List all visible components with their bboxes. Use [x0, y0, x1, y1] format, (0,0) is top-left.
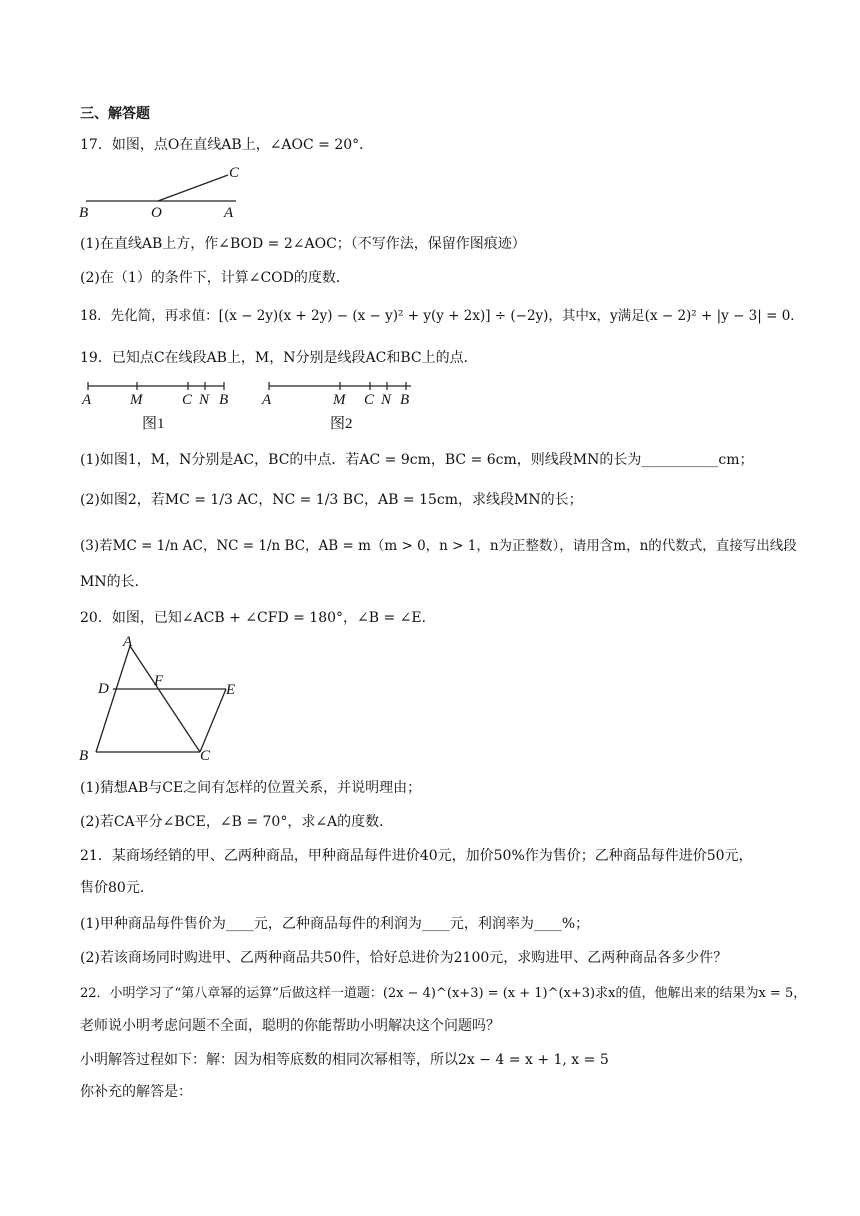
- question-22: 22．小明学习了“第八章幂的运算”后做这样一道题：(2x − 4)^(x+3) = (x + 1)^(x+3)求x的值，他解出来的结果为x = 5，: [80, 986, 807, 1001]
- segment-ab: [96, 646, 130, 752]
- fig19-1-label-c: C: [182, 392, 193, 408]
- fig17-label-o: O: [151, 205, 162, 221]
- question-19-part-3-cont: MN的长．: [80, 574, 149, 590]
- fig17-label-b: B: [79, 205, 89, 221]
- question-17-part-2: (2)在（1）的条件下，计算∠COD的度数．: [80, 270, 350, 286]
- figure-17: [76, 163, 256, 221]
- question-20: 20．如图，已知∠ACB + ∠CFD = 180°，∠B = ∠E．: [80, 610, 436, 626]
- question-18: 18．先化简，再求值：[(x − 2y)(x + 2y) − (x − y)² + y(y + 2x)] ÷ (−2y)，其中x，y满足(x − 2)² + |y − 3| = 0．: [80, 308, 804, 324]
- fig19-2-label-n: N: [381, 392, 392, 408]
- question-20-part-1: (1)猜想AB与CE之间有怎样的位置关系，并说明理由；: [80, 780, 422, 796]
- segment-ac: [130, 646, 200, 752]
- question-21-cont: 售价80元．: [80, 880, 154, 896]
- fig19-2-label-m: M: [333, 392, 346, 408]
- fig19-2-label-c: C: [364, 392, 375, 408]
- question-22-xiaoming-solution: 小明解答过程如下：解：因为相等底数的相同次幂相等，所以2x − 4 = x + 1, x = 5: [80, 1052, 609, 1068]
- section-title: 三、解答题: [80, 106, 150, 122]
- fig19-caption-2: 图2: [330, 416, 353, 432]
- fig19-1-label-m: M: [130, 392, 143, 408]
- question-19-part-2: (2)如图2，若MC = 1/3 AC，NC = 1/3 BC，AB = 15cm，求线段MN的长；: [80, 492, 583, 508]
- fig20-label-b: B: [79, 748, 89, 764]
- question-21-part-1: (1)甲种商品每件售价为____元，乙种商品每件的利润为____元，利润率为____%；: [80, 916, 590, 932]
- fig17-label-c: C: [229, 165, 240, 181]
- figure-19: [76, 372, 410, 434]
- question-20-part-2: (2)若CA平分∠BCE，∠B = 70°，求∠A的度数．: [80, 814, 394, 830]
- figure-20: [76, 634, 256, 766]
- question-21-part-2: (2)若该商场同时购进甲、乙两种商品共50件，恰好总进价为2100元，求购进甲、乙两种商品各多少件？: [80, 950, 728, 966]
- fig20-label-f: F: [154, 673, 164, 689]
- fig20-label-e: E: [226, 682, 236, 698]
- fig19-2-label-a: A: [262, 392, 272, 408]
- fig19-1-label-a: A: [82, 392, 92, 408]
- fig19-segment-2: [261, 382, 411, 432]
- question-19: 19．已知点C在线段AB上，M，N分别是线段AC和BC上的点．: [80, 350, 478, 366]
- fig19-1-label-b: B: [219, 392, 229, 408]
- segment-ce: [200, 689, 226, 752]
- question-22-your-answer: 你补充的解答是：: [80, 1084, 192, 1100]
- fig19-segment-1: [81, 382, 228, 432]
- ray-oc: [158, 175, 228, 201]
- fig20-label-a: A: [123, 634, 133, 650]
- question-19-part-1: (1)如图1，M，N分别是AC，BC的中点．若AC = 9cm，BC = 6cm，则线段MN的长为___________cm；: [80, 452, 754, 468]
- fig19-2-label-b: B: [400, 392, 410, 408]
- question-22-cont: 老师说小明考虑问题不全面，聪明的你能帮助小明解决这个问题吗？: [80, 1018, 500, 1034]
- fig20-label-c: C: [200, 748, 211, 764]
- fig17-label-a: A: [224, 205, 234, 221]
- question-19-part-3: (3)若MC = 1/n AC，NC = 1/n BC，AB = m（m > 0，n > 1，n为正整数），请用含m，n的代数式，直接写出线段: [80, 538, 797, 554]
- question-21: 21．某商场经销的甲、乙两种商品，甲种商品每件进价40元，加价50%作为售价；乙种商品每件进价50元，: [80, 848, 753, 864]
- question-17-part-1: (1)在直线AB上方，作∠BOD = 2∠AOC；（不写作法，保留作图痕迹）: [80, 236, 526, 252]
- fig20-label-d: D: [98, 681, 109, 697]
- fig19-caption-1: 图1: [142, 416, 165, 432]
- fig19-1-label-n: N: [199, 392, 210, 408]
- question-17: 17．如图，点O在直线AB上，∠AOC = 20°．: [80, 137, 374, 153]
